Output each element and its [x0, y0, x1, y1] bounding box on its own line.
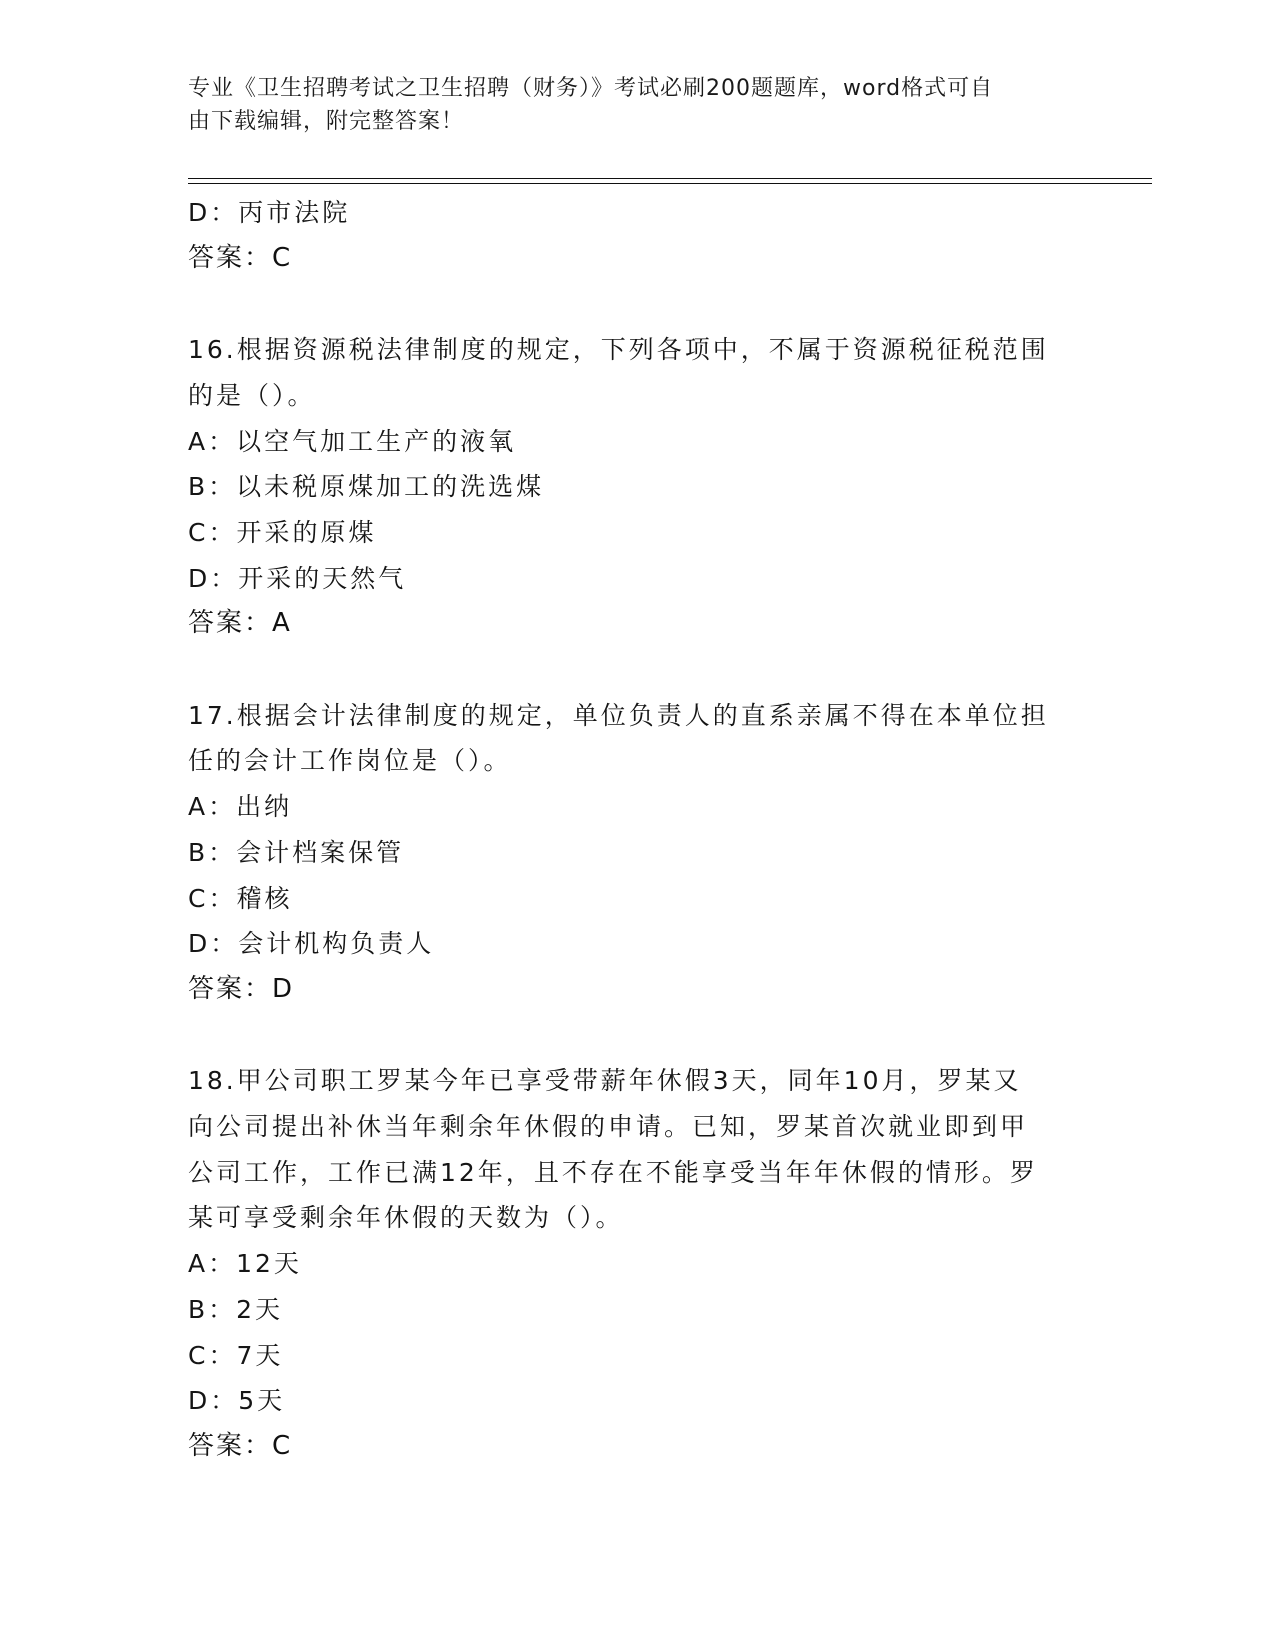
option-c: C：稽核	[188, 883, 293, 913]
option-d: D：5天	[188, 1386, 286, 1416]
question-stem-line: 16.根据资源税法律制度的规定，下列各项中，不属于资源税征税范围	[188, 335, 1049, 365]
question-stem-line: 某可享受剩余年休假的天数为（）。	[188, 1203, 624, 1233]
answer-line: 答案：D	[188, 973, 295, 1004]
answer-line: 答案：C	[188, 242, 293, 273]
question-stem-line: 17.根据会计法律制度的规定，单位负责人的直系亲属不得在本单位担	[188, 700, 1049, 730]
header-divider-thin	[188, 178, 1152, 179]
option-a: A：以空气加工生产的液氧	[188, 426, 517, 456]
option-b: B：以未税原煤加工的洗选煤	[188, 472, 545, 502]
option-a: A：出纳	[188, 792, 293, 822]
document-header	[188, 72, 1068, 138]
question-18	[188, 1058, 1088, 1469]
question-stem-line: 公司工作，工作已满12年，且不存在不能享受当年年休假的情形。罗	[188, 1157, 1038, 1187]
spacer	[188, 647, 1088, 693]
spacer	[188, 281, 1088, 327]
question-stem-line: 18.甲公司职工罗某今年已享受带薪年休假3天，同年10月，罗某又	[188, 1066, 1022, 1096]
spacer	[188, 1013, 1088, 1059]
previous-question-tail	[188, 190, 1088, 281]
option-b: B：2天	[188, 1294, 284, 1324]
option-d: D：开采的天然气	[188, 563, 407, 593]
option-b: B：会计档案保管	[188, 837, 405, 867]
document-body	[188, 190, 1088, 1470]
question-16	[188, 327, 1088, 647]
option-d: D：会计机构负责人	[188, 929, 435, 959]
option-c: C：开采的原煤	[188, 517, 377, 547]
question-stem-line: 任的会计工作岗位是（）。	[188, 746, 512, 776]
question-stem-line: 的是（）。	[188, 380, 316, 410]
option-d: D：丙市法院	[188, 198, 351, 227]
header-divider-thick	[188, 183, 1152, 184]
header-line-1: 专业《卫生招聘考试之卫生招聘（财务）》考试必刷200题题库，word格式可自	[188, 76, 994, 101]
answer-line: 答案：A	[188, 608, 292, 639]
option-a: A：12天	[188, 1249, 302, 1279]
option-c: C：7天	[188, 1340, 284, 1370]
question-stem-line: 向公司提出补休当年剩余年休假的申请。已知，罗某首次就业即到甲	[188, 1112, 1029, 1142]
question-17	[188, 693, 1088, 1013]
header-line-2: 由下载编辑，附完整答案！	[188, 109, 465, 134]
answer-line: 答案：C	[188, 1430, 293, 1461]
